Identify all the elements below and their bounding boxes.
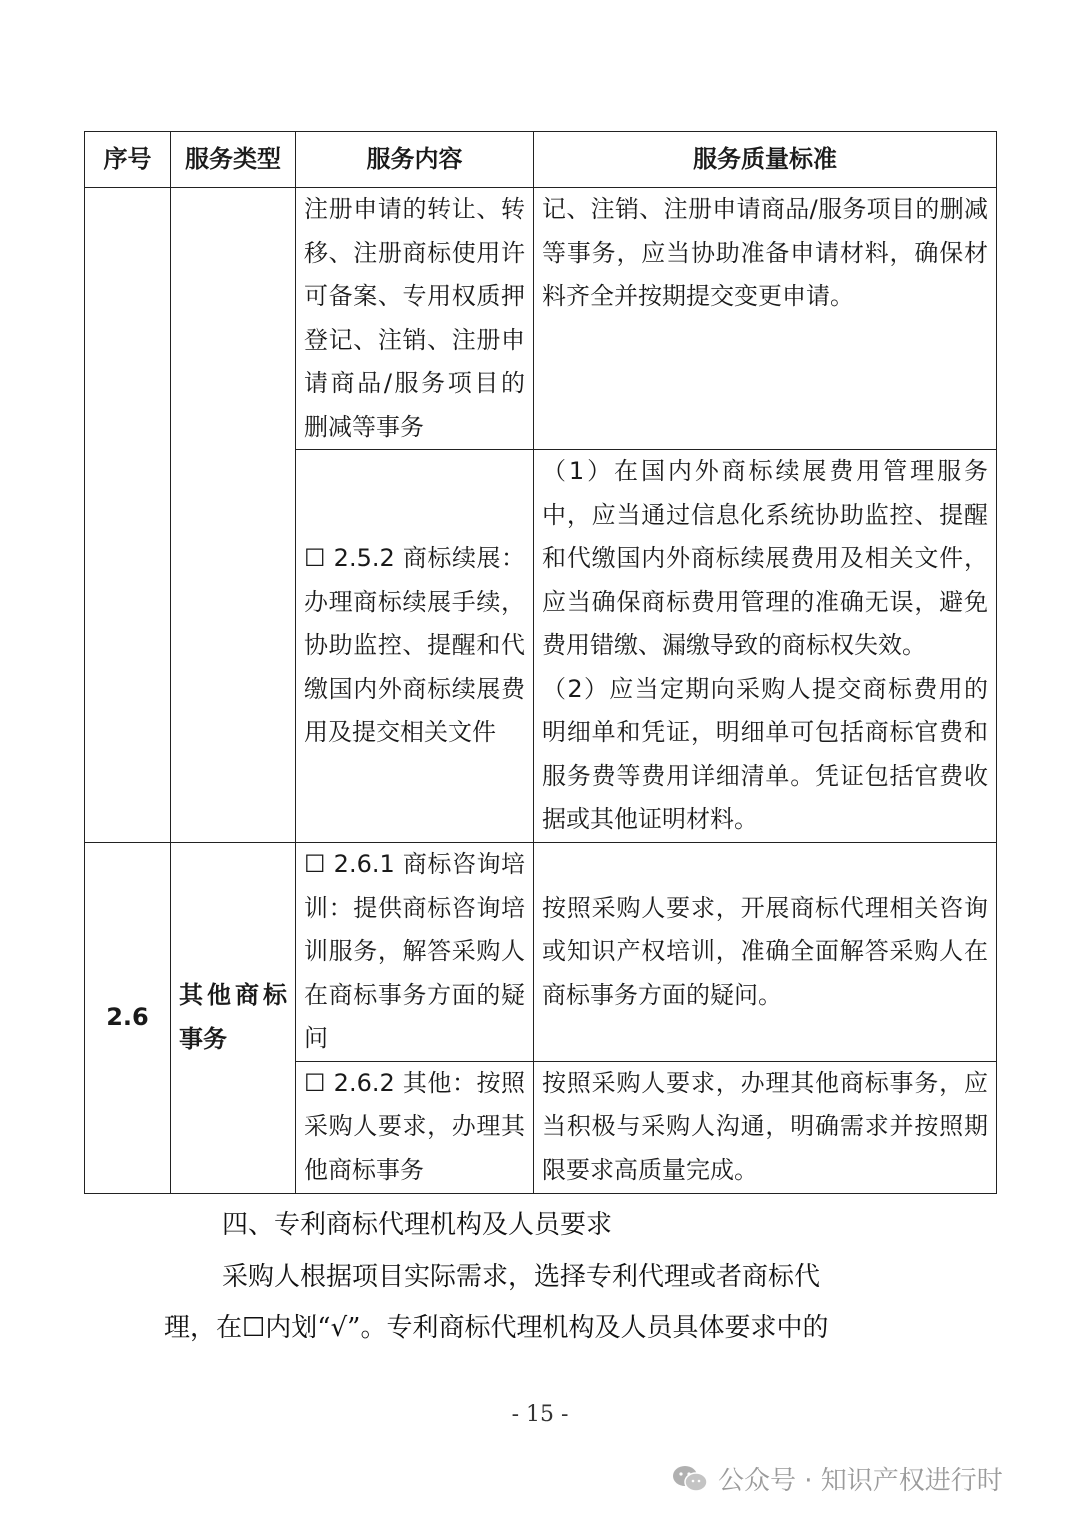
table-row: [85, 188, 997, 450]
header-serial: 序号: [85, 132, 171, 188]
table-header-row: [85, 132, 997, 188]
section-heading: 四、专利商标代理机构及人员要求: [222, 1210, 613, 1240]
header-quality-standard: 服务质量标准: [534, 132, 997, 188]
section-type: 其他商标事务: [171, 843, 296, 1194]
page-number: - 15 -: [511, 1402, 569, 1427]
body-paragraph-line: 理，在☐内划“√”。专利商标代理机构及人员具体要求中的: [164, 1313, 829, 1343]
quality-standard-cell: [534, 450, 997, 843]
quality-item: （2）应当定期向采购人提交商标费用的明细单和凭证，明细单可包括商标官费和服务费等费用详细清单。凭证包括官费收据或其他证明材料。: [542, 674, 988, 833]
quality-standard-cell: 记、注销、注册申请商品/服务项目的删减等事务，应当协助准备申请材料，确保材料齐全并按期提交变更申请。: [534, 188, 997, 450]
section-number: 2.6: [85, 843, 171, 1194]
service-content-cell: 注册申请的转让、转移、注册商标使用许可备案、专用权质押登记、注销、注册申请商品/服务项目的删减等事务: [296, 188, 534, 450]
watermark: [672, 1460, 1003, 1497]
table-row: [85, 843, 997, 1062]
service-content-cell: ☐ 2.5.2 商标续展：办理商标续展手续，协助监控、提醒和代缴国内外商标续展费用及提交相关文件: [296, 450, 534, 843]
quality-item: （1）在国内外商标续展费用管理服务中，应当通过信息化系统协助监控、提醒和代缴国内外商标续展费用及相关文件，应当确保商标费用管理的准确无误，避免费用错缴、漏缴导致的商标权失效。: [542, 457, 988, 659]
quality-standard-cell: 按照采购人要求，办理其他商标事务，应当积极与采购人沟通，明确需求并按照期限要求高质量完成。: [534, 1061, 997, 1193]
watermark-text: 公众号 · 知识产权进行时: [718, 1466, 1003, 1496]
wechat-icon: [672, 1464, 708, 1494]
type-cell-empty: [171, 188, 296, 843]
quality-standard-cell: 按照采购人要求，开展商标代理相关咨询或知识产权培训，准确全面解答采购人在商标事务方面的疑问。: [534, 843, 997, 1062]
service-content-cell: ☐ 2.6.2 其他：按照采购人要求，办理其他商标事务: [296, 1061, 534, 1193]
body-paragraph-line: 采购人根据项目实际需求，选择专利代理或者商标代: [222, 1262, 821, 1292]
serial-cell-empty: [85, 188, 171, 843]
header-service-type: 服务类型: [171, 132, 296, 188]
service-table: [84, 131, 997, 1194]
header-service-content: 服务内容: [296, 132, 534, 188]
service-content-cell: ☐ 2.6.1 商标咨询培训：提供商标咨询培训服务，解答采购人在商标事务方面的疑问: [296, 843, 534, 1062]
